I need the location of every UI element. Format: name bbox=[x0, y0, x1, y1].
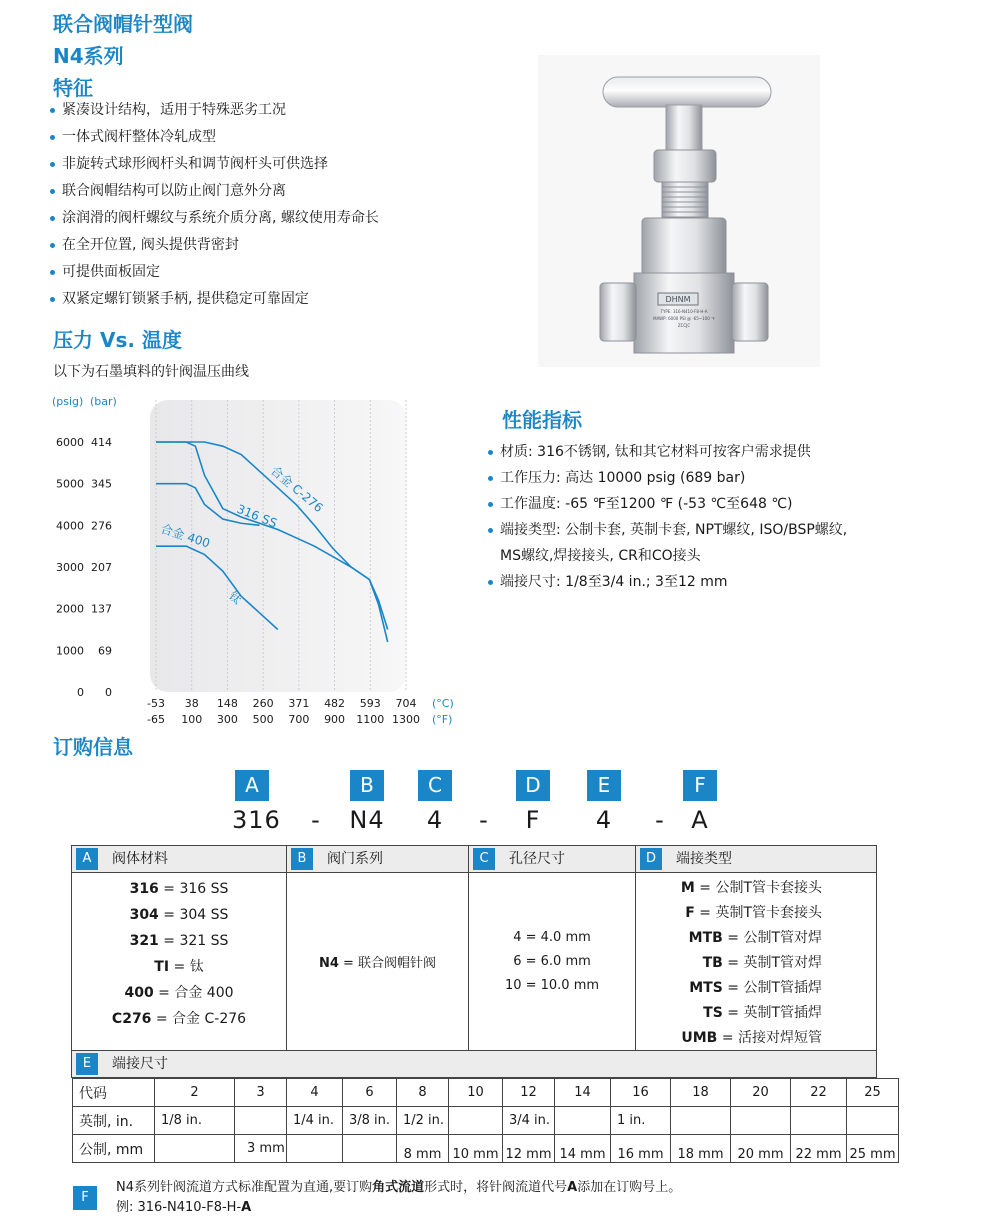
end-type-desc: = 公制T管对焊 bbox=[727, 930, 822, 946]
product-image bbox=[538, 55, 820, 367]
section-tag-f: F bbox=[73, 1186, 97, 1210]
end-type-item bbox=[636, 1001, 876, 1026]
x-tick-label-c: 148 bbox=[216, 697, 238, 710]
section-e-header bbox=[71, 1050, 877, 1078]
end-type-desc: = 英制T管对焊 bbox=[727, 955, 822, 971]
x-tick-label-f: 1300 bbox=[392, 713, 420, 726]
size-cell: 3/4 in. bbox=[503, 1107, 555, 1135]
end-type-item bbox=[636, 1026, 876, 1051]
material-item bbox=[72, 876, 286, 902]
product-label-line2: MAWP: 6000 PSI @ -65~100 ℉ bbox=[653, 316, 715, 321]
end-type-desc: = 英制T管卡套接头 bbox=[699, 905, 822, 921]
note-text: 添加在订购号上。 bbox=[577, 1180, 682, 1195]
size-row-label: 英制, in. bbox=[73, 1107, 155, 1135]
performance-item: 端接类型: 公制卡套, 英制卡套, NPT螺纹, ISO/BSP螺纹, bbox=[488, 517, 847, 543]
size-cell: 16 bbox=[611, 1079, 671, 1107]
x-tick-label-c: 260 bbox=[252, 697, 274, 710]
material-item bbox=[72, 928, 286, 954]
x-tick-label-f: 900 bbox=[324, 713, 346, 726]
note-code: A bbox=[241, 1200, 252, 1215]
end-type-item bbox=[636, 951, 876, 976]
chart-svg bbox=[48, 392, 458, 732]
product-brand: DHNM bbox=[665, 295, 691, 304]
pressure-temperature-chart bbox=[48, 392, 458, 732]
feature-item: 可提供面板固定 bbox=[50, 259, 379, 286]
end-type-desc: = 公制T管插焊 bbox=[727, 980, 822, 996]
material-desc: = 合金 C-276 bbox=[155, 1011, 247, 1027]
y-tick-label-bar: 345 bbox=[91, 477, 112, 491]
material-code: 321 bbox=[129, 933, 159, 949]
end-type-item bbox=[636, 876, 876, 901]
feature-item: 联合阀帽结构可以防止阀门意外分离 bbox=[50, 178, 379, 205]
orifice-item: 10 = 10.0 mm bbox=[504, 978, 600, 993]
section-d-header bbox=[635, 845, 877, 873]
size-row-label: 公制, mm bbox=[73, 1135, 155, 1163]
size-cell: 20 mm bbox=[731, 1135, 791, 1163]
code-letter-d: D bbox=[516, 770, 550, 801]
size-cell: 8 bbox=[397, 1079, 449, 1107]
end-type-code: MTS bbox=[689, 980, 723, 996]
flow-note-line1 bbox=[116, 1178, 681, 1198]
features-list bbox=[50, 97, 379, 313]
size-cell: 3 mm bbox=[235, 1135, 287, 1163]
series-label-c276: 合金 C-276 bbox=[268, 463, 326, 516]
x-tick-label-c: 38 bbox=[184, 697, 199, 710]
size-cell: 10 mm bbox=[449, 1135, 503, 1163]
code-value-c: 4 bbox=[426, 806, 444, 834]
size-cell: 25 mm bbox=[847, 1135, 899, 1163]
end-type-desc: = 活接对焊短管 bbox=[721, 1030, 822, 1046]
performance-item: 工作温度: -65 ℉至1200 ℉ (-53 ℃至648 ℃) bbox=[488, 491, 847, 517]
x-tick-label-f: 300 bbox=[216, 713, 238, 726]
y-tick-label-psig: 6000 bbox=[56, 436, 84, 449]
material-item bbox=[72, 980, 286, 1006]
end-type-item bbox=[636, 901, 876, 926]
end-type-code: M bbox=[680, 880, 695, 896]
size-cell bbox=[343, 1135, 397, 1163]
series-label-316ss: 316 SS bbox=[234, 501, 280, 531]
end-type-code: MTB bbox=[688, 930, 723, 946]
x-tick-label-f: 500 bbox=[252, 713, 274, 726]
end-type-code: TS bbox=[703, 1005, 723, 1021]
series-label-titanium: 钛 bbox=[226, 588, 245, 608]
size-cell bbox=[671, 1107, 731, 1135]
y-tick-label-psig: 3000 bbox=[56, 561, 84, 574]
x-tick-label-c: 482 bbox=[324, 697, 346, 710]
size-cell: 3 bbox=[235, 1079, 287, 1107]
size-cell bbox=[155, 1135, 235, 1163]
size-row-imperial bbox=[73, 1107, 899, 1135]
size-cell bbox=[731, 1107, 791, 1135]
size-cell bbox=[847, 1107, 899, 1135]
size-cell: 14 bbox=[555, 1079, 611, 1107]
size-cell: 4 bbox=[287, 1079, 343, 1107]
performance-list bbox=[488, 439, 847, 595]
product-label-line3: ZCCJC bbox=[677, 323, 691, 328]
size-cell bbox=[555, 1107, 611, 1135]
size-cell: 25 bbox=[847, 1079, 899, 1107]
note-code: A bbox=[567, 1180, 578, 1195]
performance-item: 端接尺寸: 1/8至3/4 in.; 3至12 mm bbox=[488, 569, 847, 595]
page-title: 联合阀帽针型阀 bbox=[53, 12, 193, 36]
orifice-item: 4 = 4.0 mm bbox=[513, 930, 591, 945]
needle-valve-illustration bbox=[538, 55, 820, 367]
pressure-title: 压力 Vs. 温度 bbox=[53, 328, 182, 352]
feature-item: 涂润滑的阀杆螺纹与系统介质分离, 螺纹使用寿命长 bbox=[50, 205, 379, 232]
feature-item: 紧凑设计结构，适用于特殊恶劣工况 bbox=[50, 97, 379, 124]
performance-item: 材质: 316不锈钢, 钛和其它材料可按客户需求提供 bbox=[488, 439, 847, 465]
material-list bbox=[72, 876, 286, 1032]
series-code: N4 bbox=[318, 956, 339, 971]
section-a-label: 阀体材料 bbox=[112, 851, 168, 867]
size-cell: 1/4 in. bbox=[287, 1107, 343, 1135]
ordering-title: 订购信息 bbox=[53, 735, 133, 759]
x-tick-label-c: 704 bbox=[395, 697, 417, 710]
x-tick-label-f: 1100 bbox=[356, 713, 385, 726]
note-text: 例: 316-N410-F8-H- bbox=[116, 1200, 242, 1215]
y-tick-label-psig: 1000 bbox=[56, 644, 84, 658]
size-cell bbox=[287, 1135, 343, 1163]
x-tick-label-c: -53 bbox=[147, 697, 165, 710]
x-tick-label-f: -65 bbox=[147, 713, 165, 726]
series-desc: = 联合阀帽针阀 bbox=[343, 956, 437, 971]
y-tick-label-bar: 69 bbox=[98, 644, 112, 658]
size-cell: 22 mm bbox=[791, 1135, 847, 1163]
code-value-d: F bbox=[525, 806, 541, 834]
size-cell: 18 bbox=[671, 1079, 731, 1107]
section-e-label: 端接尺寸 bbox=[112, 1056, 168, 1072]
material-item bbox=[72, 902, 286, 928]
series-option bbox=[287, 952, 468, 971]
size-row-metric bbox=[73, 1135, 899, 1163]
section-a-header bbox=[71, 845, 287, 873]
material-code: C276 bbox=[111, 1011, 152, 1027]
x-tick-label-c: 593 bbox=[359, 697, 381, 710]
section-tag-c: C bbox=[473, 848, 495, 870]
end-type-item bbox=[636, 976, 876, 1001]
code-letter-a: A bbox=[235, 770, 269, 801]
x-tick-label-c: 371 bbox=[288, 697, 310, 710]
size-cell: 16 mm bbox=[611, 1135, 671, 1163]
size-cell: 1/2 in. bbox=[397, 1107, 449, 1135]
y-tick-label-psig: 5000 bbox=[56, 477, 84, 491]
y-tick-label-bar: 137 bbox=[91, 602, 112, 616]
section-d-label: 端接类型 bbox=[676, 851, 732, 867]
size-cell: 2 bbox=[155, 1079, 235, 1107]
material-desc: = 316 SS bbox=[163, 881, 229, 897]
size-cell: 14 mm bbox=[555, 1135, 611, 1163]
section-tag-b: B bbox=[291, 848, 313, 870]
code-dash: - bbox=[479, 806, 489, 834]
size-cell: 18 mm bbox=[671, 1135, 731, 1163]
material-code: 400 bbox=[124, 985, 154, 1001]
note-text: 形式时，将针阀流道代号 bbox=[424, 1180, 568, 1195]
size-cell: 1/8 in. bbox=[155, 1107, 235, 1135]
code-value-b: N4 bbox=[349, 806, 385, 834]
end-size-table bbox=[72, 1078, 899, 1163]
y-tick-label-psig: 4000 bbox=[56, 519, 84, 533]
x-axis-label-f: (°F) bbox=[432, 713, 453, 726]
code-letter-c: C bbox=[418, 770, 452, 801]
end-type-desc: = 英制T管插焊 bbox=[727, 1005, 822, 1021]
size-cell bbox=[235, 1107, 287, 1135]
material-desc: = 321 SS bbox=[163, 933, 229, 949]
performance-item: 工作压力: 高达 10000 psig (689 bar) bbox=[488, 465, 847, 491]
flow-note-line2 bbox=[116, 1198, 681, 1218]
flow-note bbox=[116, 1178, 681, 1218]
material-item bbox=[72, 1006, 286, 1032]
ordering-code-row bbox=[0, 770, 1000, 840]
size-cell: 12 bbox=[503, 1079, 555, 1107]
y-tick-label-bar: 207 bbox=[91, 561, 112, 574]
size-cell bbox=[449, 1107, 503, 1135]
size-cell: 12 mm bbox=[503, 1135, 555, 1163]
section-b-header bbox=[286, 845, 469, 873]
feature-item: 非旋转式球形阀杆头和调节阀杆头可供选择 bbox=[50, 151, 379, 178]
material-code: 304 bbox=[129, 907, 159, 923]
x-tick-label-f: 100 bbox=[181, 713, 203, 726]
feature-item: 双紧定螺钉锁紧手柄, 提供稳定可靠固定 bbox=[50, 286, 379, 313]
y-tick-label-psig: 2000 bbox=[56, 602, 84, 616]
series-title: N4系列 bbox=[53, 44, 124, 68]
section-tag-e: E bbox=[76, 1053, 98, 1075]
note-text: N4系列针阀流道方式标准配置为直通,要订购 bbox=[116, 1180, 373, 1195]
column-divider bbox=[286, 845, 469, 1051]
orifice-item: 6 = 6.0 mm bbox=[513, 954, 591, 969]
note-bold: 角式流道 bbox=[372, 1180, 425, 1195]
end-type-desc: = 公制T管卡套接头 bbox=[699, 880, 822, 896]
end-type-code: TB bbox=[702, 955, 723, 971]
material-desc: = 304 SS bbox=[163, 907, 229, 923]
size-cell: 6 bbox=[343, 1079, 397, 1107]
end-type-item bbox=[636, 926, 876, 951]
feature-item: 一体式阀杆整体冷轧成型 bbox=[50, 124, 379, 151]
size-row-label: 代码 bbox=[73, 1079, 155, 1107]
series-label-alloy400: 合金 400 bbox=[159, 521, 212, 551]
size-row-codes bbox=[73, 1079, 899, 1107]
performance-item: MS螺纹,焊接接头, CR和CO接头 bbox=[500, 548, 701, 564]
section-tag-d: D bbox=[640, 848, 662, 870]
y-tick-label-bar: 0 bbox=[105, 686, 112, 699]
size-cell: 20 bbox=[731, 1079, 791, 1107]
code-value-a: 316 bbox=[232, 806, 281, 834]
y-axis-label-psig: (psig) bbox=[52, 395, 84, 408]
performance-title: 性能指标 bbox=[502, 408, 582, 432]
orifice-list bbox=[469, 926, 635, 998]
section-tag-a: A bbox=[76, 848, 98, 870]
section-b-label: 阀门系列 bbox=[327, 851, 383, 867]
size-cell bbox=[791, 1107, 847, 1135]
code-value-f: A bbox=[691, 806, 709, 834]
code-letter-f: F bbox=[683, 770, 717, 801]
y-tick-label-bar: 414 bbox=[91, 436, 112, 449]
x-axis-label-c: (°C) bbox=[432, 697, 454, 710]
end-type-list bbox=[636, 876, 876, 1051]
code-letter-e: E bbox=[587, 770, 621, 801]
y-tick-label-psig: 0 bbox=[77, 686, 84, 699]
material-desc: = 合金 400 bbox=[158, 985, 234, 1001]
feature-item: 在全开位置, 阀头提供背密封 bbox=[50, 232, 379, 259]
y-tick-label-bar: 276 bbox=[91, 519, 112, 533]
product-label-line1: TYPE: 316-N410-F8-H-A bbox=[660, 309, 708, 314]
pressure-subtitle: 以下为石墨填料的针阀温压曲线 bbox=[53, 364, 249, 380]
size-cell: 3/8 in. bbox=[343, 1107, 397, 1135]
material-code: 316 bbox=[129, 881, 159, 897]
features-title: 特征 bbox=[53, 76, 93, 100]
x-tick-label-f: 700 bbox=[288, 713, 310, 726]
size-cell: 1 in. bbox=[611, 1107, 671, 1135]
size-cell: 8 mm bbox=[397, 1135, 449, 1163]
material-item bbox=[72, 954, 286, 980]
section-c-header bbox=[468, 845, 636, 873]
y-axis-label-bar: (bar) bbox=[90, 395, 117, 408]
code-dash: - bbox=[655, 806, 665, 834]
end-type-code: UMB bbox=[681, 1030, 718, 1046]
end-type-code: F bbox=[685, 905, 695, 921]
code-dash: - bbox=[311, 806, 321, 834]
section-c-label: 孔径尺寸 bbox=[509, 851, 565, 867]
size-cell: 22 bbox=[791, 1079, 847, 1107]
code-letter-b: B bbox=[350, 770, 384, 801]
code-value-e: 4 bbox=[595, 806, 613, 834]
size-cell: 10 bbox=[449, 1079, 503, 1107]
material-code: TI bbox=[154, 959, 170, 975]
material-desc: = 钛 bbox=[173, 959, 204, 975]
